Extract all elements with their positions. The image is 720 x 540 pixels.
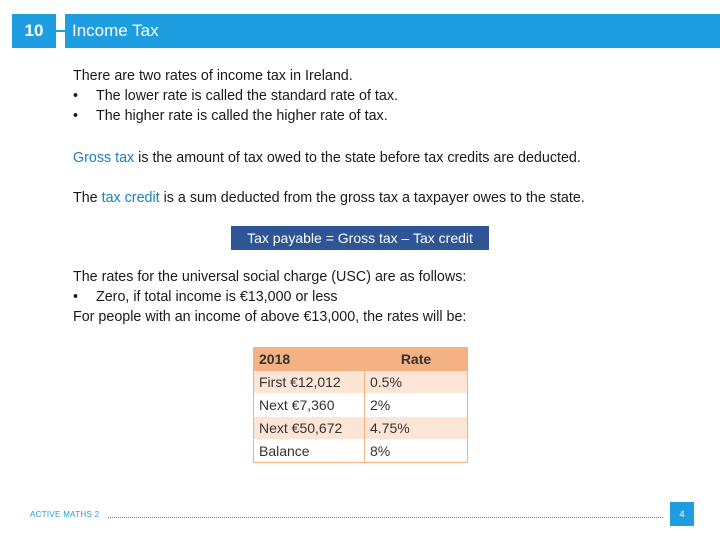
intro-bullet-text: The lower rate is called the standard rate of tax. — [96, 88, 398, 104]
usc-followup: For people with an income of above €13,000, the rates will be: — [73, 309, 467, 325]
bullet-icon: • — [73, 289, 79, 305]
column-header-rate: Rate — [365, 348, 468, 371]
table-row — [254, 440, 468, 463]
usc-bullet — [73, 287, 466, 307]
band-cell: Balance — [254, 440, 365, 463]
rate-cell: 4.75% — [365, 417, 468, 440]
table-row — [254, 417, 468, 440]
header-bar — [65, 14, 720, 48]
tax-credit-definition — [73, 188, 585, 208]
tax-credit-text: is a sum deducted from the gross tax a taxpayer owes to the state. — [159, 190, 585, 206]
band-cell: Next €7,360 — [254, 394, 365, 417]
page-number-badge — [670, 502, 694, 526]
rate-cell: 2% — [365, 394, 468, 417]
chapter-number-badge — [12, 14, 56, 48]
tax-credit-prefix: The — [73, 190, 102, 206]
tax-credit-term: tax credit — [101, 190, 160, 206]
footer-book-title: ACTIVE MATHS 2 — [30, 510, 100, 519]
page-title: Income Tax — [72, 21, 159, 40]
usc-intro: The rates for the universal social charge (USC) are as follows: — [73, 269, 467, 285]
column-header-year: 2018 — [254, 348, 365, 371]
header-connector — [56, 30, 65, 32]
gross-tax-definition — [73, 148, 581, 168]
intro-block — [73, 66, 398, 126]
usc-rates-table — [253, 347, 468, 463]
formula-text: Tax payable = Gross tax – Tax credit — [247, 230, 473, 246]
gross-tax-term: Gross tax — [73, 150, 135, 166]
gross-tax-text: is the amount of tax owed to the state before tax credits are deducted. — [134, 150, 581, 166]
bullet-icon: • — [73, 108, 79, 124]
table-header-row — [254, 348, 468, 371]
rate-cell: 0.5% — [365, 371, 468, 394]
table-row — [254, 394, 468, 417]
table-row — [254, 371, 468, 394]
intro-bullet-text: The higher rate is called the higher rate of tax. — [96, 108, 388, 124]
bullet-icon: • — [73, 88, 79, 104]
footer-dotted-rule — [108, 517, 663, 518]
usc-block — [73, 267, 466, 327]
intro-bullet-2 — [73, 106, 398, 126]
page-number: 4 — [679, 509, 685, 519]
band-cell: First €12,012 — [254, 371, 365, 394]
rate-cell: 8% — [365, 440, 468, 463]
chapter-number: 10 — [24, 21, 44, 40]
intro-bullet-1 — [73, 86, 398, 106]
intro-line: There are two rates of income tax in Ireland. — [73, 68, 353, 84]
band-cell: Next €50,672 — [254, 417, 365, 440]
usc-bullet-text: Zero, if total income is €13,000 or less — [96, 289, 338, 305]
formula-box — [231, 226, 489, 250]
